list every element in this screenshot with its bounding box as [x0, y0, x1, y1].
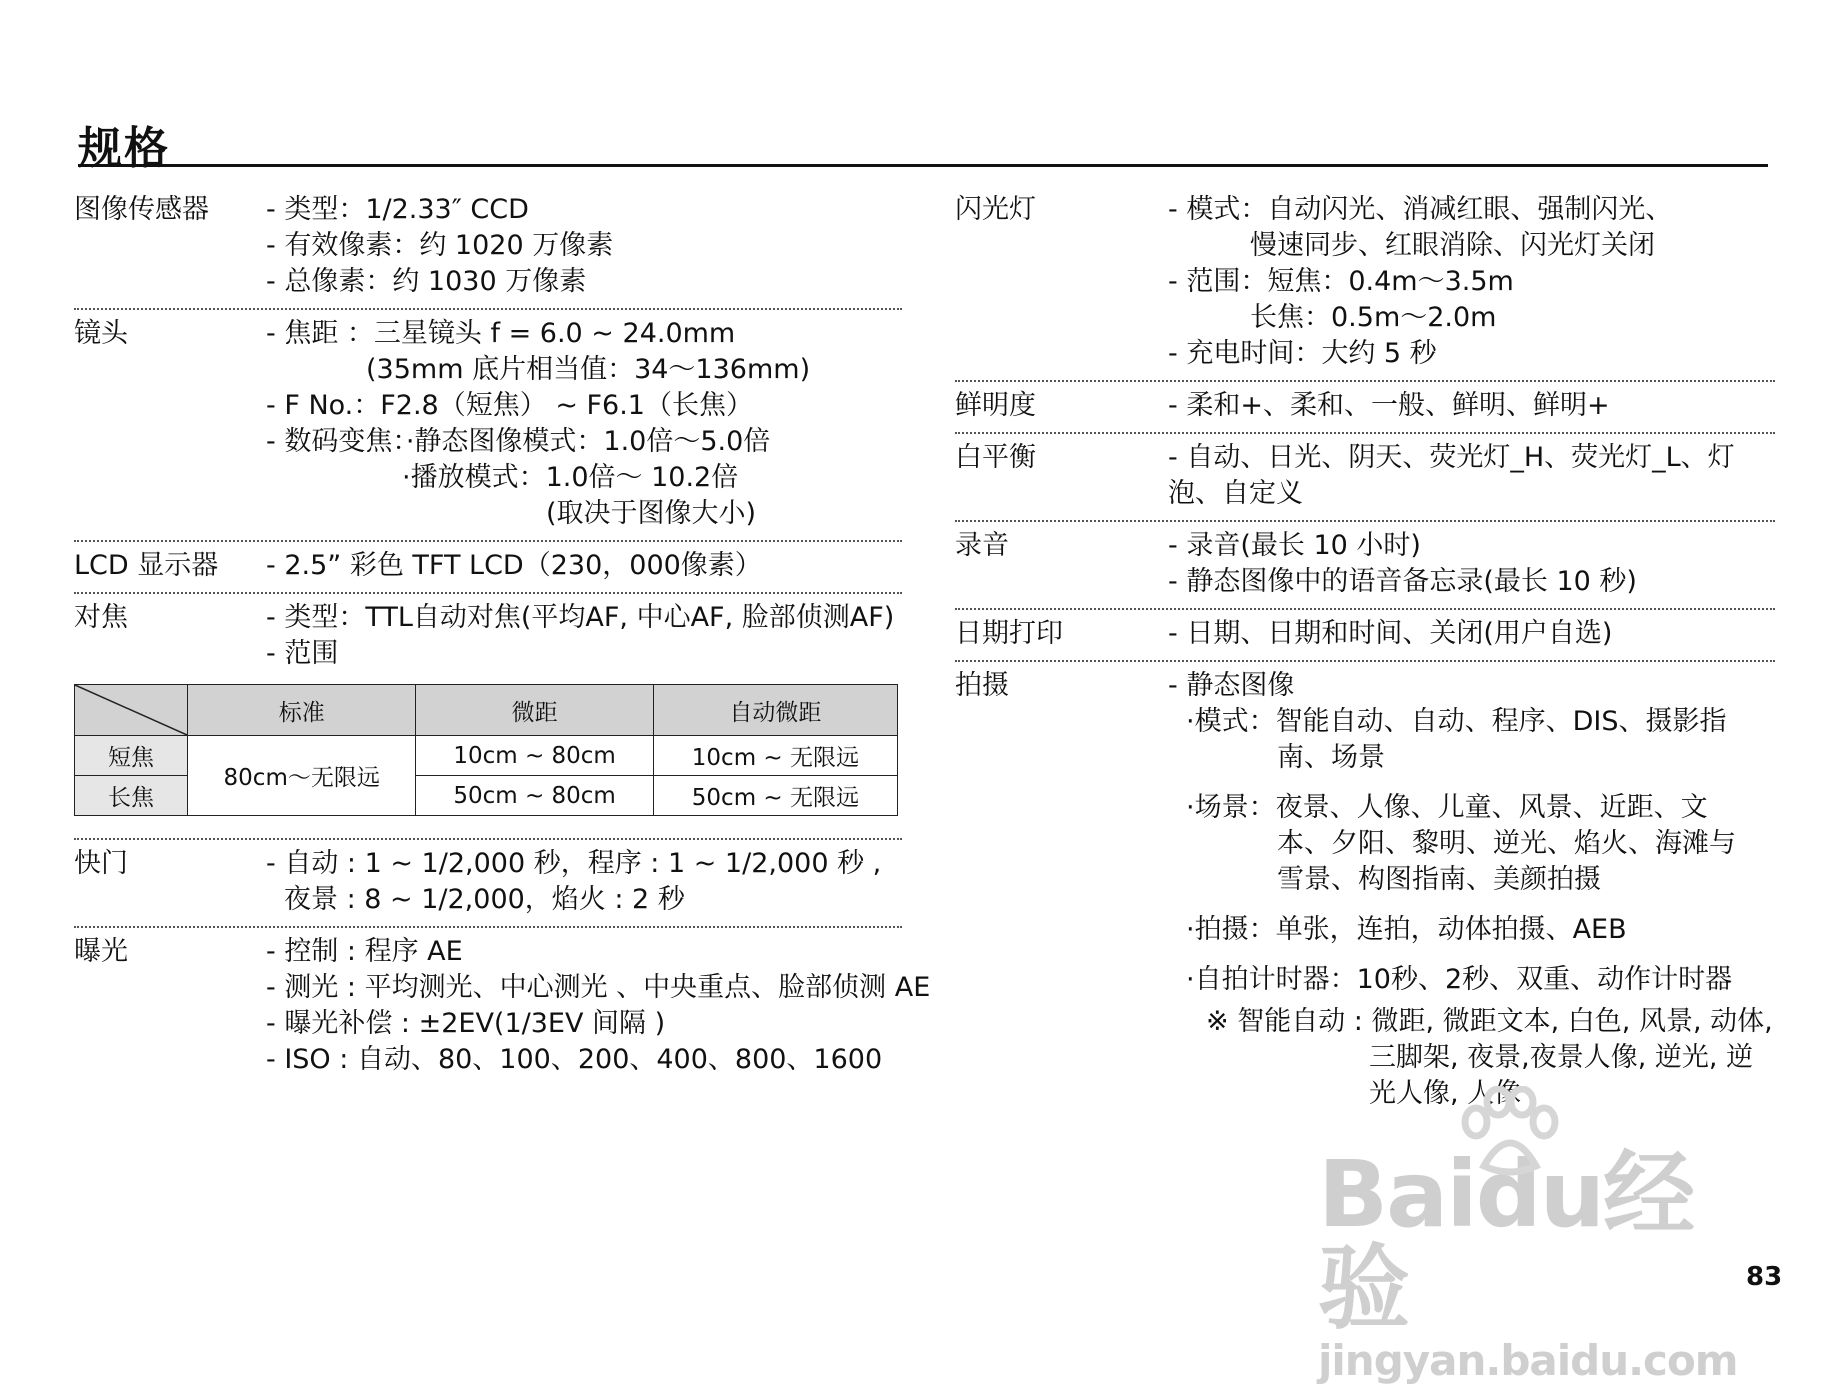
page-number: 83: [1746, 1262, 1783, 1292]
spec-section-date-print: [955, 610, 1775, 662]
left-column: [74, 186, 931, 1086]
spec-line: - 充电时间：大约 5 秒: [1168, 338, 1437, 369]
title-rule: [78, 164, 1768, 167]
section-label: 日期打印: [955, 618, 1063, 649]
focus-range-table: [74, 684, 898, 816]
section-label: 白平衡: [955, 442, 1036, 473]
section-label: LCD 显示器: [74, 550, 219, 581]
spec-line: ·场景：夜景、人像、儿童、风景、近距、文: [1186, 792, 1708, 823]
spec-note-line: 三脚架, 夜景,夜景人像, 逆光, 逆: [1369, 1042, 1754, 1073]
table-header: 自动微距: [653, 685, 897, 736]
section-label: 镜头: [74, 318, 128, 349]
spec-line: 南、场景: [1277, 742, 1385, 773]
spec-section-recording: [955, 522, 1775, 610]
spec-line: ·自拍计时器：10秒、2秒、双重、动作计时器: [1186, 964, 1733, 995]
spec-line: - 静态图像中的语音备忘录(最长 10 秒): [1168, 566, 1637, 597]
spec-line: - 日期、日期和时间、关闭(用户自选): [1168, 618, 1613, 649]
spec-line: - 数码变焦：·静态图像模式：1.0倍～5.0倍: [266, 426, 771, 457]
spec-line: - 静态图像: [1168, 670, 1295, 701]
spec-line: - F No.：F2.8（短焦） ~ F6.1（长焦）: [266, 390, 753, 421]
spec-section-shooting: [955, 662, 1775, 1120]
spec-line: - ISO : 自动、80、100、200、400、800、1600: [266, 1044, 883, 1075]
section-label: 曝光: [74, 936, 128, 967]
spec-line: - 曝光补偿 : ±2EV(1/3EV 间隔 ): [266, 1008, 666, 1039]
spec-section-white-balance: [955, 434, 1775, 522]
table-cell: 50cm ~ 80cm: [416, 776, 653, 816]
paw-icon: [1454, 1086, 1564, 1176]
spec-note-line: 光人像, 人像: [1369, 1078, 1522, 1109]
table-row-header: 长焦: [75, 776, 188, 816]
spec-line: (取决于图像大小): [546, 498, 757, 529]
spec-line: - 有效像素：约 1020 万像素: [266, 230, 614, 261]
spec-line: - 范围：短焦：0.4m～3.5m: [1168, 266, 1514, 297]
spec-section-lcd: [74, 542, 902, 594]
spec-section-lens: [74, 310, 902, 542]
spec-line: - 自动 : 1 ~ 1/2,000 秒，程序 : 1 ~ 1/2,000 秒 ,: [266, 848, 882, 879]
spec-line: - 自动、日光、阴天、荧光灯_H、荧光灯_L、灯泡、自定义: [1168, 442, 1735, 509]
spec-section-shutter: [74, 840, 902, 928]
spec-section-image-sensor: [74, 186, 902, 310]
spec-line: - 控制 : 程序 AE: [266, 936, 463, 967]
section-label: 录音: [955, 530, 1009, 561]
spec-line: 夜景 : 8 ~ 1/2,000，焰火 : 2 秒: [284, 884, 685, 915]
spec-line: - 测光 : 平均测光、中心测光 、中央重点、脸部侦测 AE: [266, 972, 931, 1003]
table-corner-cell: [75, 685, 188, 736]
watermark-logo-text: Baidu经验: [1318, 1141, 1694, 1342]
spec-line: - 范围: [266, 638, 339, 669]
spec-note-line: ※ 智能自动 : 微距, 微距文本, 白色, 风景, 动体,: [1206, 1006, 1773, 1037]
table-cell: 50cm ~ 无限远: [653, 776, 897, 816]
spec-line: 雪景、构图指南、美颜拍摄: [1277, 864, 1601, 895]
spec-line: - 录音(最长 10 小时): [1168, 530, 1421, 561]
spec-section-sharpness: [955, 382, 1775, 434]
spec-line: ·播放模式：1.0倍～ 10.2倍: [402, 462, 739, 493]
spec-line: 慢速同步、红眼消除、闪光灯关闭: [1250, 230, 1655, 261]
table-cell: 10cm ~ 无限远: [653, 736, 897, 776]
table-cell: 10cm ~ 80cm: [416, 736, 653, 776]
spec-line: (35mm 底片相当值：34～136mm): [366, 354, 811, 385]
section-label: 快门: [74, 848, 128, 879]
spec-line: - 类型：1/2.33″ CCD: [266, 194, 529, 225]
spec-line: ·拍摄：单张，连拍，动体拍摄、AEB: [1186, 914, 1627, 945]
right-column: [955, 186, 1775, 1120]
spec-line: - 焦距 ：三星镜头 f = 6.0 ~ 24.0mm: [266, 318, 736, 349]
table-cell: 80cm～无限远: [188, 736, 416, 816]
spec-line: - 总像素：约 1030 万像素: [266, 266, 587, 297]
spec-section-focus: [74, 594, 902, 840]
section-label: 图像传感器: [74, 194, 209, 225]
spec-line: ·模式：智能自动、自动、程序、DIS、摄影指: [1186, 706, 1727, 737]
spec-section-exposure: [74, 928, 931, 1086]
table-row: [75, 736, 898, 776]
section-label: 闪光灯: [955, 194, 1036, 225]
section-label: 拍摄: [955, 670, 1009, 701]
section-label: 对焦: [74, 602, 128, 633]
watermark-url: jingyan.baidu.com: [1318, 1336, 1738, 1385]
table-header: 标准: [188, 685, 416, 736]
page-title: 规格: [78, 123, 170, 174]
section-label: 鲜明度: [955, 390, 1036, 421]
diagonal-line-icon: [75, 685, 187, 735]
table-row-header: 短焦: [75, 736, 188, 776]
spec-line: 本、夕阳、黎明、逆光、焰火、海滩与: [1277, 828, 1736, 859]
spec-line: - 柔和+、柔和、一般、鲜明、鲜明+: [1168, 390, 1610, 421]
spec-line: 长焦：0.5m～2.0m: [1250, 302, 1497, 333]
spec-line: - 类型：TTL自动对焦(平均AF, 中心AF, 脸部侦测AF): [266, 602, 895, 633]
table-header: 微距: [416, 685, 653, 736]
spec-line: - 2.5” 彩色 TFT LCD（230，000像素）: [266, 550, 762, 581]
baidu-watermark: [1318, 1141, 1748, 1386]
spec-line: - 模式：自动闪光、消减红眼、强制闪光、: [1168, 194, 1673, 225]
spec-section-flash: [955, 186, 1775, 382]
